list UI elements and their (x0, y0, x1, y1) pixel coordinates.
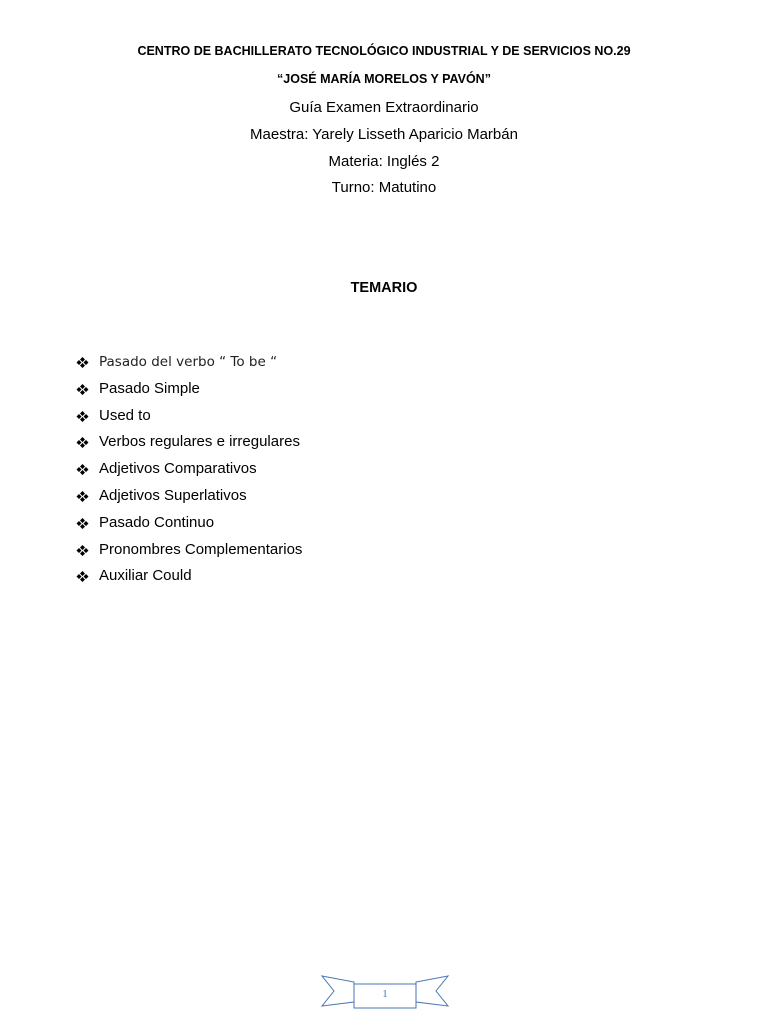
shift-line: Turno: Matutino (331, 179, 437, 196)
topic-label: Pasado Simple (99, 379, 200, 397)
school-subtitle: “JOSÉ MARÍA MORELOS Y PAVÓN” (277, 72, 491, 86)
page-number: 1 (382, 988, 388, 1000)
topic-label: Adjetivos Comparativos (99, 460, 257, 478)
guide-title: Guía Examen Extraordinario (289, 99, 479, 116)
topic-label: Pasado Continuo (99, 513, 215, 531)
diamond-bullet-icon (76, 437, 89, 448)
list-item (76, 352, 302, 379)
diamond-bullet-icon (76, 491, 89, 502)
diamond-bullet-icon (76, 357, 89, 368)
diamond-bullet-icon (76, 571, 89, 582)
diamond-bullet-icon (76, 464, 89, 475)
list-item (76, 540, 302, 567)
topic-label: Adjetivos Superlativos (99, 486, 247, 504)
teacher-line: Maestra: Yarely Lisseth Aparicio Marbán (250, 126, 518, 143)
list-item (76, 459, 302, 486)
list-item (76, 486, 302, 513)
topic-label: Used to (99, 406, 151, 424)
list-item (76, 406, 302, 433)
diamond-bullet-icon (76, 545, 89, 556)
list-item (76, 566, 302, 593)
school-name-heading: CENTRO DE BACHILLERATO TECNOLÓGICO INDUSTRIAL Y DE SERVICIOS NO.29 (137, 44, 631, 58)
syllabus-title: TEMARIO (350, 280, 418, 296)
topic-label: Auxiliar Could (99, 567, 192, 585)
diamond-bullet-icon (76, 411, 89, 422)
diamond-bullet-icon (76, 384, 89, 395)
subject-line: Materia: Inglés 2 (328, 153, 440, 170)
diamond-bullet-icon (76, 518, 89, 529)
list-item (76, 513, 302, 540)
topic-label: Pronombres Complementarios (99, 540, 303, 558)
topic-list (76, 352, 302, 593)
list-item (76, 379, 302, 406)
list-item (76, 432, 302, 459)
topic-label: Pasado del verbo “ To be “ (99, 354, 278, 370)
topic-label: Verbos regulares e irregulares (99, 433, 300, 451)
